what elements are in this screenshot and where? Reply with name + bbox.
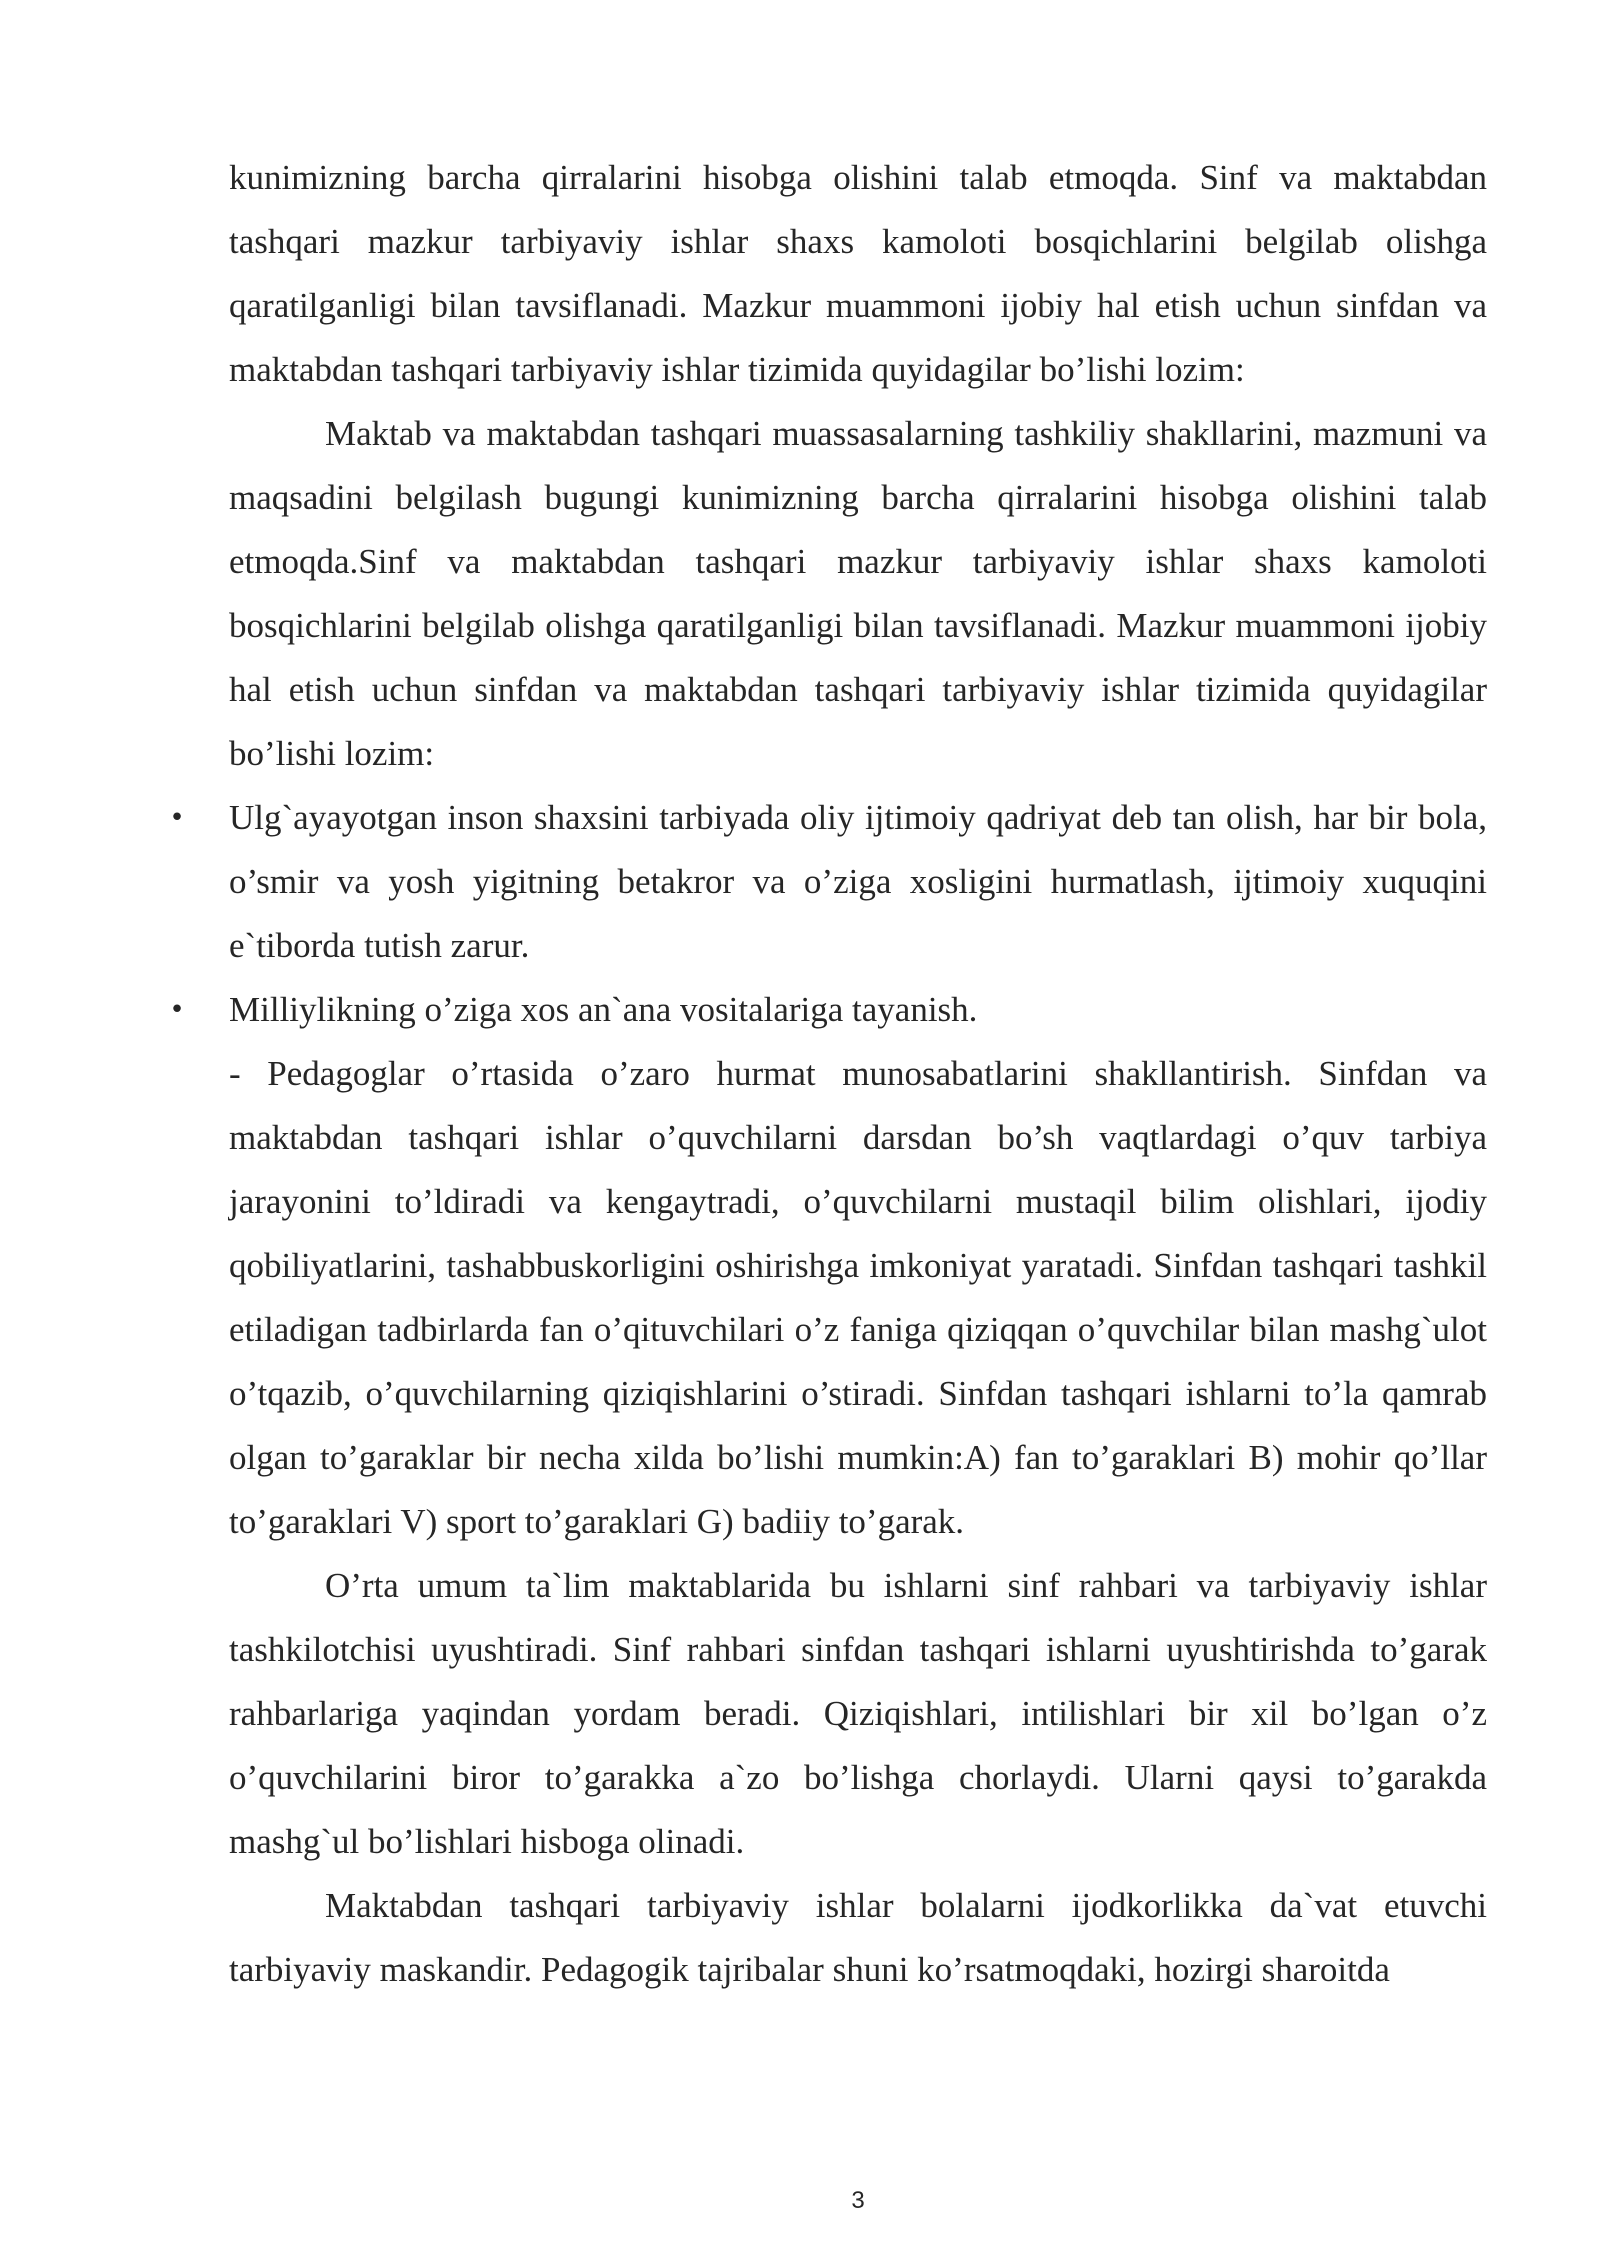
bullet-list [169,786,1487,1042]
paragraph-maktab: Maktab va maktabdan tashqari muassasalarning tashkiliy shakllarini, mazmuni va maqsadini belgilash bugungi kunimizning barcha qirralarini hisobga olishini talab etmoqda.Sinf va maktabdan tashqari mazkur tarbiyaviy ishlar shaxs kamoloti bosqichlarini belgilab olishga qaratilganligi bilan tavsiflanadi. Mazkur muammoni ijobiy hal etish uchun sinfdan va maktabdan tashqari tarbiyaviy ishlar tizimida quyidagilar bo’lishi lozim: [229,414,1487,773]
paragraph-orta-umum: O’rta umum ta`lim maktablarida bu ishlarni sinf rahbari va tarbiyaviy ishlar tashkilotchisi uyushtiradi. Sinf rahbari sinfdan tashqari ishlarni uyushtirishda to’garak rahbarlariga yaqindan yordam beradi. Qiziqishlari, intilishlari bir xil bo’lgan o’z o’quvchilarini biror to’garakka a`zo bo’lishga chorlaydi. Ularni qaysi to’garakda mashg`ul bo’lishlari hisboga olinadi. [229,1566,1487,1861]
bullet-item [169,786,1487,978]
bullet-icon: • [169,803,185,833]
bullet-icon: • [169,995,185,1025]
bullet-text: Ulg`ayayotgan inson shaxsini tarbiyada oliy ijtimoiy qadriyat deb tan olish, har bir bola, o’smir va yosh yigitning betakror va o’ziga xosligini hurmatlash, ijtimoiy xuquqini e`tiborda tutish zarur. [229,798,1487,965]
bullet-item [169,978,1487,1042]
page-number: 3 [851,2187,865,2214]
paragraph-maktabdan-tashqari: Maktabdan tashqari tarbiyaviy ishlar bolalarni ijodkorlikka da`vat etuvchi tarbiyaviy maskandir. Pedagogik tajribalar shuni ko’rsatmoqdaki, hozirgi sharoitda [229,1886,1487,1989]
bullet-text: Milliylikning o’ziga xos an`ana vositalariga tayanish. [229,990,978,1029]
paragraph-continuation: kunimizning barcha qirralarini hisobga olishini talab etmoqda. Sinf va maktabdan tashqari mazkur tarbiyaviy ishlar shaxs kamoloti bosqichlarini belgilab olishga qaratilganligi bilan tavsiflanadi. Mazkur muammoni ijobiy hal etish uchun sinfdan va maktabdan tashqari tarbiyaviy ishlar tizimida quyidagilar bo’lishi lozim: [229,158,1487,389]
body-text [169,146,1487,2002]
paragraph-pedagoglar: - Pedagoglar o’rtasida o’zaro hurmat munosabatlarini shakllantirish. Sinfdan va maktabdan tashqari ishlar o’quvchilarni darsdan bo’sh vaqtlardagi o’quv tarbiya jarayonini to’ldiradi va kengaytradi, o’quvchilarni mustaqil bilim olishlari, ijodiy qobiliyatlarini, tashabbuskorligini oshirishga imkoniyat yaratadi. Sinfdan tashqari tashkil etiladigan tadbirlarda fan o’qituvchilari o’z faniga qiziqqan o’quvchilar bilan mashg`ulot o’tqazib, o’quvchilarning qiziqishlarini o’stiradi. Sinfdan tashqari ishlarni to’la qamrab olgan to’garaklar bir necha xilda bo’lishi mumkin:A) fan to’garaklari B) mohir qo’llar to’garaklari V) sport to’garaklari G) badiiy to’garak. [229,1054,1487,1541]
